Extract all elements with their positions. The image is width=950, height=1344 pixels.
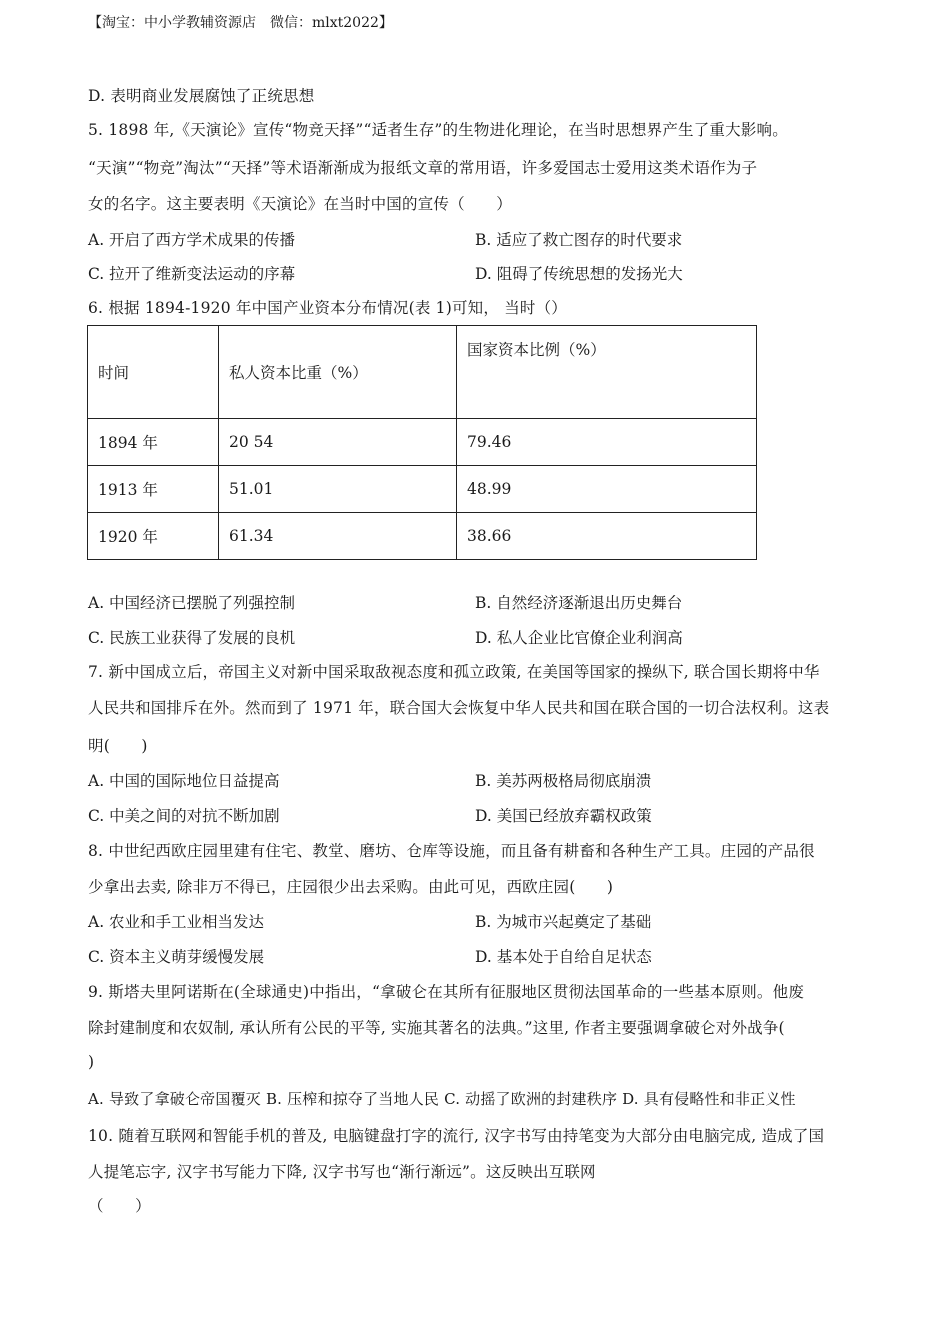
table-cell: 79.46 <box>457 419 757 466</box>
q5-stem-line2: “天演”“物竞”淘汰”“天择”等术语渐渐成为报纸文章的常用语，许多爱国志士爱用这类术语作为子 <box>88 159 758 177</box>
q5-option-d: D. 阻碍了传统思想的发扬光大 <box>475 265 683 283</box>
q7-stem-line2: 人民共和国排斥在外。然而到了 1971 年，联合国大会恢复中华人民共和国在联合国的一切合法权利。这表 <box>88 699 830 717</box>
table-header-cell: 私人资本比重（%） <box>219 326 457 419</box>
q9-options: A. 导致了拿破仑帝国覆灭 B. 压榨和掠夺了当地人民 C. 动摇了欧洲的封建秩序 D. 具有侵略性和非正义性 <box>88 1090 796 1108</box>
q6-option-b: B. 自然经济逐渐退出历史舞台 <box>475 594 683 612</box>
table-cell: 1913 年 <box>88 466 219 513</box>
q10-stem-line3: （ ） <box>88 1197 151 1215</box>
q6-option-a: A. 中国经济已摆脱了列强控制 <box>88 594 296 612</box>
table-cell: 48.99 <box>457 466 757 513</box>
q5-stem-line3: 女的名字。这主要表明《天演论》在当时中国的宣传（ ） <box>88 195 512 213</box>
table-cell: 51.01 <box>219 466 457 513</box>
table-header-row <box>88 326 757 419</box>
q10-stem-line2: 人提笔忘字, 汉字书写能力下降, 汉字书写也“渐行渐远”。这反映出互联网 <box>88 1163 596 1181</box>
q7-stem-line3: 明( ) <box>88 737 148 755</box>
q7-option-b: B. 美苏两极格局彻底崩溃 <box>475 772 652 790</box>
q5-option-c: C. 拉开了维新变法运动的序幕 <box>88 265 296 283</box>
table-row <box>88 466 757 513</box>
q7-stem-line1: 7. 新中国成立后，帝国主义对新中国采取敌视态度和孤立政策, 在美国等国家的操纵下, 联合国长期将中华 <box>88 663 820 681</box>
table-row <box>88 513 757 560</box>
q7-option-a: A. 中国的国际地位日益提高 <box>88 772 280 790</box>
table-cell: 1920 年 <box>88 513 219 560</box>
q8-option-d: D. 基本处于自给自足状态 <box>475 948 652 966</box>
q4-option-d: D. 表明商业发展腐蚀了正统思想 <box>88 87 315 105</box>
q10-stem-line1: 10. 随着互联网和智能手机的普及, 电脑键盘打字的流行, 汉字书写由持笔变为大部分由电脑完成, 造成了国 <box>88 1127 825 1145</box>
capital-distribution-table <box>87 325 757 560</box>
table-row <box>88 419 757 466</box>
q8-option-b: B. 为城市兴起奠定了基础 <box>475 913 652 931</box>
q9-stem-line2: 除封建制度和农奴制, 承认所有公民的平等, 实施其著名的法典。”这里, 作者主要强调拿破仑对外战争( <box>88 1019 785 1037</box>
page-header: 【淘宝：中小学教辅资源店 微信：mlxt2022】 <box>88 15 393 31</box>
table-cell: 38.66 <box>457 513 757 560</box>
table-header-cell: 国家资本比例（%） <box>457 326 757 419</box>
table-cell: 20 54 <box>219 419 457 466</box>
q8-stem-line2: 少拿出去卖, 除非万不得已，庄园很少出去采购。由此可见，西欧庄园( ) <box>88 878 614 896</box>
q5-option-b: B. 适应了救亡图存的时代要求 <box>475 231 683 249</box>
q7-option-d: D. 美国已经放弃霸权政策 <box>475 807 652 825</box>
q7-option-c: C. 中美之间的对抗不断加剧 <box>88 807 280 825</box>
table-header-cell: 时间 <box>88 326 219 419</box>
table-cell: 61.34 <box>219 513 457 560</box>
q8-option-a: A. 农业和手工业相当发达 <box>88 913 265 931</box>
q6-option-d: D. 私人企业比官僚企业利润高 <box>475 629 683 647</box>
q5-stem-line1: 5. 1898 年,《天演论》宣传“物竞天择”“适者生存”的生物进化理论，在当时思想界产生了重大影响。 <box>88 121 788 139</box>
q9-stem-line1: 9. 斯塔夫里阿诺斯在(全球通史)中指出，“拿破仑在其所有征服地区贯彻法国革命的一些基本原则。他废 <box>88 983 805 1001</box>
q9-stem-line3: ) <box>88 1053 95 1071</box>
q5-option-a: A. 开启了西方学术成果的传播 <box>88 231 296 249</box>
q8-option-c: C. 资本主义萌芽缓慢发展 <box>88 948 265 966</box>
q6-option-c: C. 民族工业获得了发展的良机 <box>88 629 296 647</box>
q6-stem: 6. 根据 1894-1920 年中国产业资本分布情况(表 1)可知， 当时（） <box>88 299 568 317</box>
table-cell: 1894 年 <box>88 419 219 466</box>
q8-stem-line1: 8. 中世纪西欧庄园里建有住宅、教堂、磨坊、仓库等设施，而且备有耕畜和各种生产工具。庄园的产品很 <box>88 842 815 860</box>
